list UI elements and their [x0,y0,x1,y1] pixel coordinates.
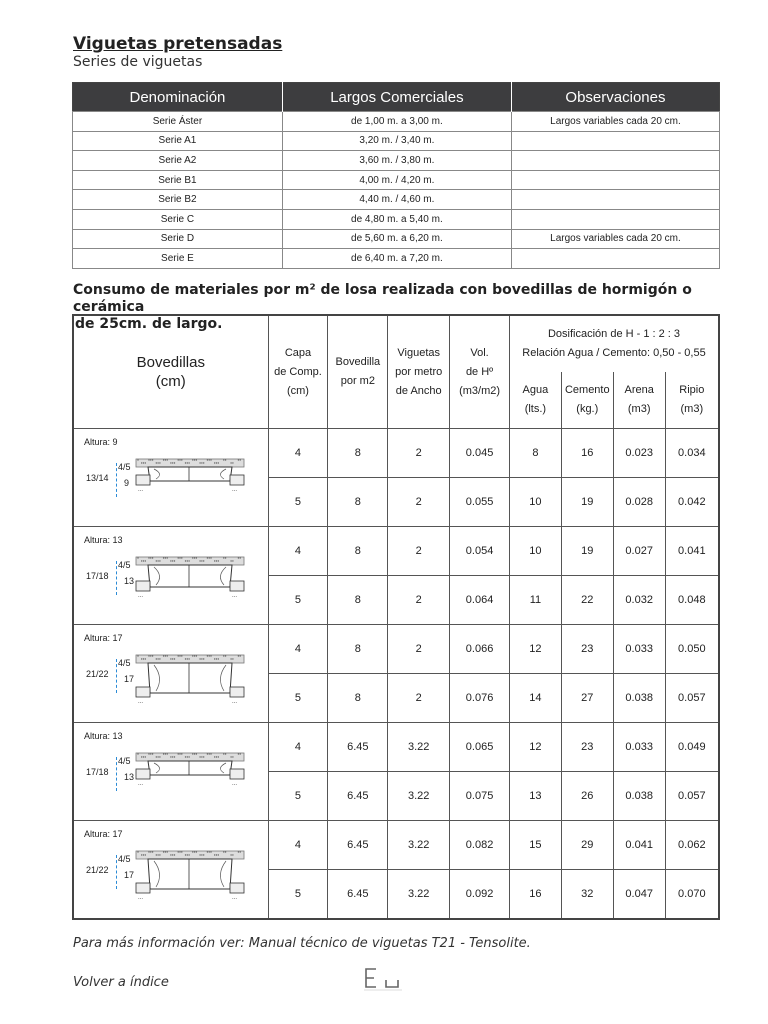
materials-row [73,527,719,576]
cemento-cell: 19 [561,527,613,576]
top-dimension: 4/5 [118,756,131,766]
bovedilla-cell: 8 [328,478,388,527]
cemento-cell: 23 [561,625,613,674]
viguetas-cell: 3.22 [388,723,450,772]
bottom-dimension: 17 [124,674,135,684]
viguetas-cell: 3.22 [388,772,450,821]
dimension-line [116,855,117,889]
altura-label: Altura: 17 [84,829,123,839]
series-length-cell: 4,00 m. / 4,20 m. [282,170,511,190]
agua-cell: 16 [510,870,562,920]
agua-cell: 10 [510,527,562,576]
ripio-cell: 0.034 [665,429,719,478]
cemento-cell: 32 [561,870,613,920]
svg-text:...: ... [232,593,238,599]
ripio-cell: 0.050 [665,625,719,674]
agua-cell: 10 [510,478,562,527]
bovedilla-cell: 8 [328,674,388,723]
agua-cell: 15 [510,821,562,870]
series-row [73,190,720,210]
materials-row [73,429,719,478]
series-length-cell: 3,20 m. / 3,40 m. [282,131,511,151]
series-obs-cell [511,249,719,269]
svg-text:...: ... [138,699,144,705]
viguetas-cell: 2 [388,674,450,723]
bovedilla-diagram-cell [73,723,268,821]
agua-cell: 13 [510,772,562,821]
bovedilla-cell: 8 [328,429,388,478]
svg-text:...: ... [232,781,238,787]
top-dimension: 4/5 [118,854,131,864]
cemento-cell: 16 [561,429,613,478]
bovedilla-header: Bovedilla por m2 [328,315,388,429]
viguetas-cell: 3.22 [388,821,450,870]
bovedilla-diagram-cell [73,527,268,625]
page-title: Viguetas pretensadas [73,34,283,54]
bovedilla-cell: 6.45 [328,723,388,772]
series-obs-cell [511,170,719,190]
top-dimension: 4/5 [118,658,131,668]
vol-cell: 0.065 [450,723,510,772]
series-name-cell: Serie B2 [73,190,283,210]
bovedilla-diagram-cell [73,429,268,527]
cemento-cell: 27 [561,674,613,723]
ripio-cell: 0.042 [665,478,719,527]
svg-text:...: ... [138,487,144,493]
series-row [73,131,720,151]
arena-cell: 0.033 [613,723,665,772]
svg-text:...: ... [232,699,238,705]
materials-row [73,625,719,674]
arena-cell: 0.023 [613,429,665,478]
materials-header-row-1 [73,315,719,372]
ripio-cell: 0.057 [665,674,719,723]
series-name-cell: Serie Áster [73,112,283,132]
series-name-cell: Serie C [73,209,283,229]
viguetas-cell: 2 [388,429,450,478]
capa-cell: 5 [268,674,328,723]
viguetas-cell: 3.22 [388,870,450,920]
vol-cell: 0.055 [450,478,510,527]
series-name-cell: Serie E [73,249,283,269]
vol-cell: 0.075 [450,772,510,821]
dimension-line [116,463,117,497]
dosificacion-header: Dosificación de H - 1 : 2 : 3 Relación Agua / Cemento: 0,50 - 0,55 [510,315,720,372]
bottom-dimension: 17 [124,870,135,880]
capa-cell: 4 [268,527,328,576]
svg-text:...: ... [138,593,144,599]
agua-cell: 12 [510,723,562,772]
vol-cell: 0.045 [450,429,510,478]
bottom-dimension: 13 [124,772,135,782]
arena-cell: 0.028 [613,478,665,527]
altura-label: Altura: 17 [84,633,123,643]
top-dimension: 4/5 [118,560,131,570]
series-name-cell: Serie A1 [73,131,283,151]
cemento-header: Cemento (kg.) [561,372,613,429]
altura-label: Altura: 13 [84,535,123,545]
series-obs-cell [511,151,719,171]
capa-cell: 4 [268,821,328,870]
series-table [72,82,720,269]
series-obs-cell [511,209,719,229]
arena-cell: 0.038 [613,772,665,821]
vol-cell: 0.092 [450,870,510,920]
bottom-dimension: 9 [124,478,130,488]
header-largos: Largos Comerciales [282,83,511,112]
vol-cell: 0.064 [450,576,510,625]
outer-dimension: 13/14 [86,473,109,483]
outer-dimension: 17/18 [86,571,109,581]
viguetas-cell: 2 [388,576,450,625]
vol-cell: 0.054 [450,527,510,576]
series-obs-cell: Largos variables cada 20 cm. [511,229,719,249]
series-length-cell: de 1,00 m. a 3,00 m. [282,112,511,132]
top-dimension: 4/5 [118,462,131,472]
dimension-line [116,757,117,791]
capa-cell: 4 [268,625,328,674]
series-obs-cell [511,131,719,151]
dimension-line [116,659,117,693]
series-row [73,151,720,171]
bovedillas-header: Bovedillas (cm) [73,315,268,429]
series-length-cell: 4,40 m. / 4,60 m. [282,190,511,210]
cemento-cell: 19 [561,478,613,527]
series-length-cell: 3,60 m. / 3,80 m. [282,151,511,171]
series-name-cell: Serie B1 [73,170,283,190]
series-row [73,209,720,229]
arena-cell: 0.033 [613,625,665,674]
footnote: Para más información ver: Manual técnico de viguetas T21 - Tensolite. [73,936,531,951]
altura-label: Altura: 9 [84,437,118,447]
ripio-header: Ripio (m3) [665,372,719,429]
capa-header: Capa de Comp. (cm) [268,315,328,429]
bovedilla-cell: 6.45 [328,821,388,870]
series-row [73,249,720,269]
materials-row [73,723,719,772]
ripio-cell: 0.070 [665,870,719,920]
header-observaciones: Observaciones [511,83,719,112]
arena-cell: 0.038 [613,674,665,723]
viguetas-cell: 2 [388,625,450,674]
series-length-cell: de 6,40 m. a 7,20 m. [282,249,511,269]
capa-cell: 5 [268,870,328,920]
bovedilla-diagram-cell [73,821,268,920]
ripio-cell: 0.049 [665,723,719,772]
svg-text:...: ... [138,781,144,787]
dimension-line [116,561,117,595]
altura-label: Altura: 13 [84,731,123,741]
arena-cell: 0.041 [613,821,665,870]
page-subtitle: Series de viguetas [73,54,203,70]
viguetas-header: Viguetas por metro de Ancho [388,315,450,429]
series-obs-cell [511,190,719,210]
agua-cell: 8 [510,429,562,478]
bovedilla-diagram-cell [73,625,268,723]
ripio-cell: 0.057 [665,772,719,821]
cemento-cell: 22 [561,576,613,625]
bovedilla-cell: 6.45 [328,772,388,821]
capa-cell: 5 [268,772,328,821]
ripio-cell: 0.041 [665,527,719,576]
cemento-cell: 23 [561,723,613,772]
agua-cell: 14 [510,674,562,723]
agua-header: Agua (lts.) [510,372,562,429]
bovedilla-cell: 6.45 [328,870,388,920]
svg-text:...: ... [138,895,144,901]
logo-icon [362,966,406,992]
series-header-row [73,83,720,112]
vol-cell: 0.066 [450,625,510,674]
ripio-cell: 0.062 [665,821,719,870]
bovedilla-cell: 8 [328,527,388,576]
materials-row [73,821,719,870]
arena-cell: 0.032 [613,576,665,625]
viguetas-cell: 2 [388,478,450,527]
ripio-cell: 0.048 [665,576,719,625]
outer-dimension: 17/18 [86,767,109,777]
bottom-dimension: 13 [124,576,135,586]
outer-dimension: 21/22 [86,865,109,875]
cemento-cell: 26 [561,772,613,821]
series-name-cell: Serie A2 [73,151,283,171]
header-denominacion: Denominación [73,83,283,112]
series-row [73,112,720,132]
capa-cell: 4 [268,429,328,478]
vol-header: Vol. de Hº (m3/m2) [450,315,510,429]
arena-cell: 0.047 [613,870,665,920]
arena-cell: 0.027 [613,527,665,576]
bovedilla-cell: 8 [328,576,388,625]
svg-text:...: ... [232,895,238,901]
arena-header: Arena (m3) [613,372,665,429]
materials-heading: Consumo de materiales por m² de losa realizada con bovedillas de hormigón o cerámica de 25cm. de largo. [73,282,692,332]
outer-dimension: 21/22 [86,669,109,679]
back-to-index-link[interactable]: Volver a índice [73,975,169,990]
svg-text:...: ... [232,487,238,493]
cemento-cell: 29 [561,821,613,870]
vol-cell: 0.082 [450,821,510,870]
capa-cell: 5 [268,478,328,527]
viguetas-cell: 2 [388,527,450,576]
series-length-cell: de 5,60 m. a 6,20 m. [282,229,511,249]
bovedilla-cell: 8 [328,625,388,674]
capa-cell: 4 [268,723,328,772]
agua-cell: 12 [510,625,562,674]
capa-cell: 5 [268,576,328,625]
series-row [73,170,720,190]
series-row [73,229,720,249]
agua-cell: 11 [510,576,562,625]
vol-cell: 0.076 [450,674,510,723]
materials-table [72,314,720,920]
series-name-cell: Serie D [73,229,283,249]
series-length-cell: de 4,80 m. a 5,40 m. [282,209,511,229]
series-obs-cell: Largos variables cada 20 cm. [511,112,719,132]
